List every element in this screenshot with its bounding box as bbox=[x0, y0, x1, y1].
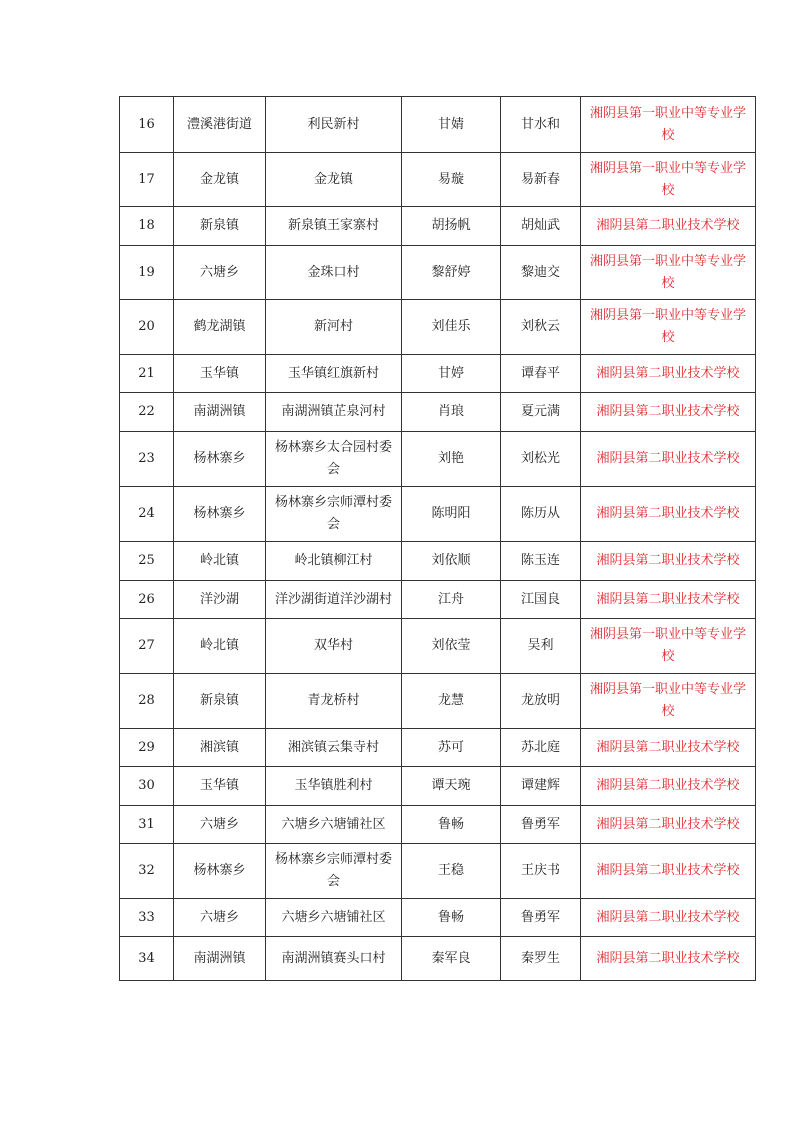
table-row bbox=[120, 97, 756, 153]
village-cell: 六塘乡六塘铺社区 bbox=[266, 899, 402, 937]
town-cell: 岭北镇 bbox=[174, 542, 266, 581]
row-number-cell: 34 bbox=[120, 937, 174, 981]
table-row bbox=[120, 806, 756, 844]
table-row bbox=[120, 207, 756, 246]
village-cell: 杨林寨乡宗师潭村委会 bbox=[266, 487, 402, 542]
school-cell: 湘阴县第二职业技术学校 bbox=[581, 581, 756, 619]
parent-cell: 龙放明 bbox=[501, 674, 581, 729]
parent-cell: 谭建辉 bbox=[501, 767, 581, 806]
town-cell: 六塘乡 bbox=[174, 246, 266, 300]
row-number-cell: 20 bbox=[120, 300, 174, 355]
parent-cell: 夏元满 bbox=[501, 393, 581, 432]
table-row bbox=[120, 300, 756, 355]
roster-table bbox=[119, 96, 756, 981]
school-cell: 湘阴县第二职业技术学校 bbox=[581, 899, 756, 937]
table-row bbox=[120, 619, 756, 674]
table-row bbox=[120, 937, 756, 981]
town-cell: 新泉镇 bbox=[174, 674, 266, 729]
row-number-cell: 29 bbox=[120, 729, 174, 767]
village-cell: 新河村 bbox=[266, 300, 402, 355]
student-cell: 刘佳乐 bbox=[402, 300, 501, 355]
table-row bbox=[120, 542, 756, 581]
school-cell: 湘阴县第一职业中等专业学校 bbox=[581, 246, 756, 300]
school-cell: 湘阴县第二职业技术学校 bbox=[581, 729, 756, 767]
town-cell: 澧溪港街道 bbox=[174, 97, 266, 153]
row-number-cell: 26 bbox=[120, 581, 174, 619]
table-row bbox=[120, 355, 756, 393]
parent-cell: 甘水和 bbox=[501, 97, 581, 153]
row-number-cell: 21 bbox=[120, 355, 174, 393]
row-number-cell: 25 bbox=[120, 542, 174, 581]
parent-cell: 黎迪交 bbox=[501, 246, 581, 300]
village-cell: 玉华镇胜利村 bbox=[266, 767, 402, 806]
village-cell: 六塘乡六塘铺社区 bbox=[266, 806, 402, 844]
row-number-cell: 32 bbox=[120, 844, 174, 899]
town-cell: 杨林寨乡 bbox=[174, 432, 266, 487]
village-cell: 青龙桥村 bbox=[266, 674, 402, 729]
student-cell: 鲁畅 bbox=[402, 806, 501, 844]
town-cell: 洋沙湖 bbox=[174, 581, 266, 619]
student-cell: 王稳 bbox=[402, 844, 501, 899]
row-number-cell: 28 bbox=[120, 674, 174, 729]
student-cell: 刘依顺 bbox=[402, 542, 501, 581]
parent-cell: 易新春 bbox=[501, 153, 581, 207]
student-cell: 甘婧 bbox=[402, 97, 501, 153]
student-cell: 秦军良 bbox=[402, 937, 501, 981]
student-cell: 苏可 bbox=[402, 729, 501, 767]
parent-cell: 陈玉连 bbox=[501, 542, 581, 581]
school-cell: 湘阴县第二职业技术学校 bbox=[581, 806, 756, 844]
table-row bbox=[120, 729, 756, 767]
row-number-cell: 23 bbox=[120, 432, 174, 487]
table-row bbox=[120, 246, 756, 300]
village-cell: 新泉镇王家寨村 bbox=[266, 207, 402, 246]
parent-cell: 陈历从 bbox=[501, 487, 581, 542]
student-cell: 陈明阳 bbox=[402, 487, 501, 542]
town-cell: 六塘乡 bbox=[174, 899, 266, 937]
student-cell: 鲁畅 bbox=[402, 899, 501, 937]
village-cell: 杨林寨乡太合园村委会 bbox=[266, 432, 402, 487]
town-cell: 玉华镇 bbox=[174, 767, 266, 806]
school-cell: 湘阴县第一职业中等专业学校 bbox=[581, 97, 756, 153]
town-cell: 玉华镇 bbox=[174, 355, 266, 393]
student-cell: 甘婷 bbox=[402, 355, 501, 393]
student-cell: 龙慧 bbox=[402, 674, 501, 729]
row-number-cell: 31 bbox=[120, 806, 174, 844]
parent-cell: 苏北庭 bbox=[501, 729, 581, 767]
town-cell: 湘滨镇 bbox=[174, 729, 266, 767]
school-cell: 湘阴县第二职业技术学校 bbox=[581, 393, 756, 432]
village-cell: 金珠口村 bbox=[266, 246, 402, 300]
parent-cell: 江国良 bbox=[501, 581, 581, 619]
town-cell: 南湖洲镇 bbox=[174, 937, 266, 981]
table-row bbox=[120, 674, 756, 729]
table-row bbox=[120, 393, 756, 432]
student-cell: 江舟 bbox=[402, 581, 501, 619]
student-cell: 肖琅 bbox=[402, 393, 501, 432]
school-cell: 湘阴县第二职业技术学校 bbox=[581, 487, 756, 542]
village-cell: 利民新村 bbox=[266, 97, 402, 153]
row-number-cell: 30 bbox=[120, 767, 174, 806]
school-cell: 湘阴县第二职业技术学校 bbox=[581, 542, 756, 581]
parent-cell: 王庆书 bbox=[501, 844, 581, 899]
parent-cell: 刘松光 bbox=[501, 432, 581, 487]
student-cell: 易璇 bbox=[402, 153, 501, 207]
school-cell: 湘阴县第一职业中等专业学校 bbox=[581, 153, 756, 207]
village-cell: 岭北镇柳江村 bbox=[266, 542, 402, 581]
village-cell: 双华村 bbox=[266, 619, 402, 674]
row-number-cell: 16 bbox=[120, 97, 174, 153]
town-cell: 岭北镇 bbox=[174, 619, 266, 674]
village-cell: 湘滨镇云集寺村 bbox=[266, 729, 402, 767]
school-cell: 湘阴县第一职业中等专业学校 bbox=[581, 619, 756, 674]
town-cell: 杨林寨乡 bbox=[174, 487, 266, 542]
school-cell: 湘阴县第二职业技术学校 bbox=[581, 432, 756, 487]
table-row bbox=[120, 844, 756, 899]
row-number-cell: 18 bbox=[120, 207, 174, 246]
school-cell: 湘阴县第一职业中等专业学校 bbox=[581, 674, 756, 729]
village-cell: 南湖洲镇芷泉河村 bbox=[266, 393, 402, 432]
town-cell: 六塘乡 bbox=[174, 806, 266, 844]
student-cell: 刘艳 bbox=[402, 432, 501, 487]
student-cell: 胡扬帆 bbox=[402, 207, 501, 246]
town-cell: 杨林寨乡 bbox=[174, 844, 266, 899]
village-cell: 杨林寨乡宗师潭村委会 bbox=[266, 844, 402, 899]
village-cell: 金龙镇 bbox=[266, 153, 402, 207]
row-number-cell: 27 bbox=[120, 619, 174, 674]
town-cell: 新泉镇 bbox=[174, 207, 266, 246]
town-cell: 南湖洲镇 bbox=[174, 393, 266, 432]
town-cell: 鹤龙湖镇 bbox=[174, 300, 266, 355]
village-cell: 玉华镇红旗新村 bbox=[266, 355, 402, 393]
village-cell: 洋沙湖街道洋沙湖村 bbox=[266, 581, 402, 619]
table-row bbox=[120, 899, 756, 937]
row-number-cell: 17 bbox=[120, 153, 174, 207]
student-cell: 谭天琬 bbox=[402, 767, 501, 806]
table-row bbox=[120, 581, 756, 619]
school-cell: 湘阴县第二职业技术学校 bbox=[581, 937, 756, 981]
school-cell: 湘阴县第二职业技术学校 bbox=[581, 355, 756, 393]
parent-cell: 胡灿武 bbox=[501, 207, 581, 246]
town-cell: 金龙镇 bbox=[174, 153, 266, 207]
parent-cell: 秦罗生 bbox=[501, 937, 581, 981]
row-number-cell: 22 bbox=[120, 393, 174, 432]
row-number-cell: 24 bbox=[120, 487, 174, 542]
parent-cell: 谭春平 bbox=[501, 355, 581, 393]
school-cell: 湘阴县第二职业技术学校 bbox=[581, 207, 756, 246]
table-row bbox=[120, 767, 756, 806]
student-cell: 黎舒婷 bbox=[402, 246, 501, 300]
row-number-cell: 19 bbox=[120, 246, 174, 300]
student-cell: 刘依莹 bbox=[402, 619, 501, 674]
table-row bbox=[120, 432, 756, 487]
row-number-cell: 33 bbox=[120, 899, 174, 937]
school-cell: 湘阴县第一职业中等专业学校 bbox=[581, 300, 756, 355]
school-cell: 湘阴县第二职业技术学校 bbox=[581, 844, 756, 899]
village-cell: 南湖洲镇赛头口村 bbox=[266, 937, 402, 981]
school-cell: 湘阴县第二职业技术学校 bbox=[581, 767, 756, 806]
table-row bbox=[120, 487, 756, 542]
table-row bbox=[120, 153, 756, 207]
parent-cell: 吴利 bbox=[501, 619, 581, 674]
parent-cell: 鲁勇军 bbox=[501, 806, 581, 844]
roster-body bbox=[120, 97, 756, 981]
parent-cell: 鲁勇军 bbox=[501, 899, 581, 937]
parent-cell: 刘秋云 bbox=[501, 300, 581, 355]
